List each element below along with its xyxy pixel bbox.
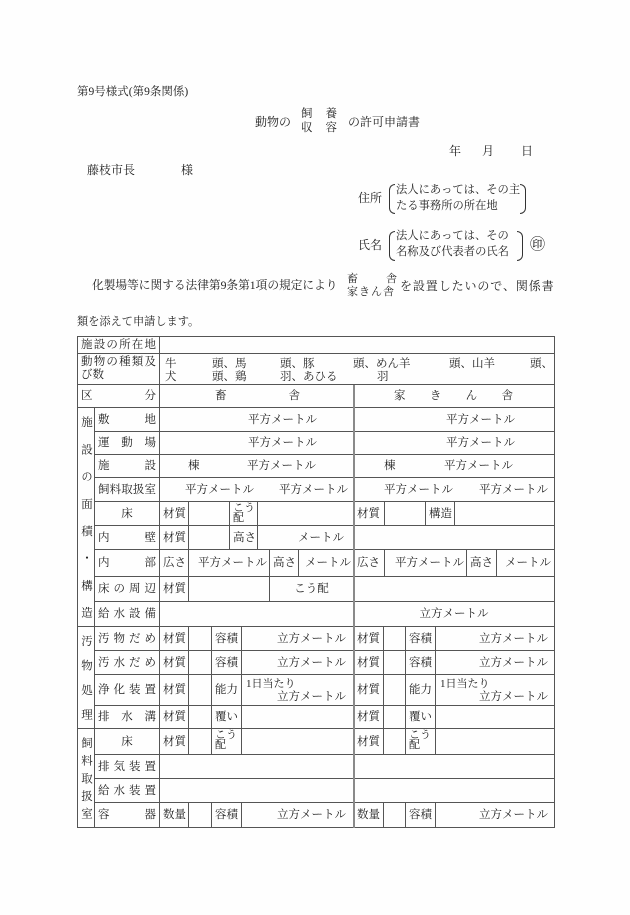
field-label-cell — [212, 729, 242, 755]
title-prefix: 動物の — [255, 115, 292, 129]
value-cell — [497, 550, 555, 577]
poultry-value-cell — [354, 432, 555, 455]
option-char: 畜 — [347, 273, 358, 285]
feed-floor-label: 床 — [121, 735, 133, 748]
option-char: 舎 — [386, 273, 397, 285]
unit-text: 立方メートル — [277, 656, 346, 669]
blank-cell — [160, 602, 354, 627]
volume-label: 容積 — [409, 632, 432, 645]
animal-count-item: 羽、あひる — [280, 371, 338, 383]
livestock-value-cell — [160, 478, 354, 502]
poultry-shed-heading: 家きん舎 — [394, 390, 513, 402]
material-label: 材質 — [163, 632, 186, 645]
row-label-cell — [95, 627, 160, 651]
location-label: 施設の所在地 — [81, 339, 156, 351]
field-label-cell — [406, 729, 436, 755]
form-number: 第9号様式(第9条関係) — [77, 86, 189, 98]
row-label-cell — [95, 550, 160, 577]
row-label-cell — [95, 675, 160, 706]
volume-label: 容積 — [409, 656, 432, 669]
field-label-cell — [354, 675, 384, 706]
row-label-cell — [95, 651, 160, 675]
unit-text: メートル — [305, 557, 351, 569]
unit-text: 平方メートル — [395, 557, 464, 569]
title-option-char: 容 — [325, 122, 337, 134]
field-label-cell — [354, 627, 384, 651]
animal-count-item: 頭、 — [530, 358, 553, 370]
unit-text: 立方メートル — [479, 632, 548, 645]
field-label-cell — [160, 502, 189, 526]
row-label-cell — [95, 432, 160, 455]
name-label: 氏名 — [358, 238, 383, 252]
field-label-cell — [212, 803, 242, 828]
body-text-line2: 類を添えて申請します。 — [77, 316, 200, 328]
field-label-cell — [406, 675, 436, 706]
unit-text: 平方メートル — [446, 437, 515, 449]
material-label: 材質 — [357, 632, 380, 645]
capacity-label: 能力 — [409, 684, 432, 696]
field-label-cell — [212, 651, 242, 675]
address-note-line1: 法人にあっては、その主 — [396, 184, 521, 196]
title-option-char: 収 — [301, 122, 313, 134]
row-label-cell — [95, 779, 160, 803]
blank-cell — [384, 627, 406, 651]
blank-cell — [384, 675, 406, 706]
waste-tank-label: 汚物だめ — [98, 632, 156, 645]
animals-value-cell — [160, 354, 555, 385]
area-structure-group-label: 施設の面積・構造 — [80, 416, 92, 618]
volume-label: 容積 — [215, 632, 238, 645]
blank-cell — [384, 803, 406, 828]
unit-text: 立方メートル — [479, 656, 548, 669]
unit-text: 平方メートル — [248, 413, 317, 426]
value-cell — [299, 550, 354, 577]
row-label-cell — [95, 526, 160, 550]
title-option-char: 養 — [325, 108, 337, 120]
sewage-tank-label: 汚水だめ — [98, 656, 156, 669]
addressee: 藤枝市長 — [87, 163, 136, 177]
date-month: 月 — [482, 144, 495, 158]
value-cell — [242, 651, 354, 675]
waste-group-label: 汚物処理 — [80, 635, 92, 720]
material-label: 材質 — [163, 656, 186, 669]
unit-text: メートル — [298, 531, 344, 544]
row-label-cell — [95, 408, 160, 432]
slope-label: こう配 — [409, 729, 431, 751]
facility-label: 施設 — [98, 460, 156, 472]
blank-cell — [160, 755, 354, 779]
field-label-cell — [426, 502, 455, 526]
bracket-left — [389, 184, 395, 214]
blank-cell — [189, 803, 212, 828]
unit-text: 立方メートル — [479, 691, 548, 703]
blank-cell — [384, 651, 406, 675]
blank-cell — [189, 627, 212, 651]
quantity-label: 数量 — [357, 809, 380, 821]
unit-text: 立方メートル — [277, 691, 346, 703]
purifier-label: 浄化装置 — [98, 684, 156, 696]
category-poultry-cell — [354, 385, 555, 408]
location-value-cell — [160, 337, 555, 354]
option-text: 家きん舎 — [347, 286, 395, 298]
floor-label: 床 — [121, 507, 133, 520]
material-label: 材質 — [163, 711, 186, 723]
value-cell — [242, 675, 354, 706]
unit-text: 平方メートル — [198, 557, 267, 569]
height-label: 高さ — [233, 531, 256, 544]
row-label-cell — [95, 729, 160, 755]
category-label-cell — [78, 385, 160, 408]
unit-text: 平方メートル — [248, 437, 317, 449]
location-label-cell — [78, 337, 160, 354]
row-label-cell — [95, 706, 160, 729]
field-label-cell — [406, 803, 436, 828]
field-label-cell — [467, 550, 497, 577]
title-option-keep — [301, 108, 337, 120]
animal-count-item: 頭、豚 — [280, 358, 315, 370]
field-label-cell — [230, 526, 258, 550]
material-label: 材質 — [357, 735, 380, 748]
cover-label: 覆い — [409, 711, 432, 723]
per-day-text: 1日当たり — [440, 678, 490, 690]
blank-cell — [189, 706, 212, 729]
date-year: 年 — [449, 144, 462, 158]
capacity-label: 能力 — [215, 684, 238, 696]
exhaust-label: 排気装置 — [98, 760, 156, 773]
field-label-cell — [354, 550, 385, 577]
height-label: 高さ — [470, 557, 493, 569]
material-label: 材質 — [357, 507, 380, 520]
title-option-char: 飼 — [301, 108, 313, 120]
livestock-value-cell — [160, 432, 354, 455]
field-label-cell — [160, 729, 189, 755]
poultry-value-cell — [354, 455, 555, 478]
field-label-cell — [160, 675, 189, 706]
unit-text: 立方メートル — [277, 632, 346, 645]
blank-cell — [384, 729, 406, 755]
blank-cell — [455, 502, 555, 526]
water-supply-label: 給水設備 — [98, 608, 156, 620]
blank-cell — [189, 729, 212, 755]
name-note-line1: 法人にあっては、その — [396, 230, 509, 242]
site-label: 敷地 — [98, 413, 156, 426]
structure-label: 構造 — [429, 507, 452, 520]
unit-text: 棟 — [384, 460, 396, 472]
value-cell — [385, 550, 467, 577]
field-label-cell — [160, 577, 189, 602]
bracket-right — [520, 184, 526, 214]
blank-cell — [436, 706, 555, 729]
volume-label: 容積 — [215, 809, 238, 821]
blank-cell — [384, 706, 406, 729]
seal-icon: ㊞ — [530, 237, 546, 253]
feed-group-label: 飼料取扱室 — [80, 737, 92, 819]
area-structure-group-cell — [78, 408, 95, 627]
bracket-right — [517, 231, 523, 261]
poultry-value-cell — [354, 408, 555, 432]
livestock-value-cell — [160, 408, 354, 432]
honorific: 様 — [181, 163, 194, 177]
material-label: 材質 — [163, 507, 186, 520]
row-label-cell — [95, 478, 160, 502]
container-label: 容器 — [98, 809, 156, 821]
livestock-shed-heading: 畜舎 — [215, 390, 300, 402]
material-label: 材質 — [163, 583, 186, 595]
row-label-cell — [95, 502, 160, 526]
field-label-cell — [270, 577, 354, 602]
unit-text: 平方メートル — [384, 484, 453, 496]
field-label-cell — [160, 627, 189, 651]
date-day: 日 — [521, 144, 534, 158]
unit-text: 立方メートル — [277, 809, 346, 821]
exercise-area-label: 運動場 — [98, 437, 156, 449]
blank-cell — [189, 675, 212, 706]
field-label-cell — [354, 803, 384, 828]
field-label-cell — [270, 550, 299, 577]
blank-cell — [385, 502, 426, 526]
blank-cell — [189, 651, 212, 675]
blank-cell — [354, 526, 555, 550]
poultry-value-cell — [354, 478, 555, 502]
field-label-cell — [406, 627, 436, 651]
option-poultry-shed — [347, 286, 397, 298]
category-livestock-cell — [160, 385, 354, 408]
unit-text: 立方メートル — [479, 809, 548, 821]
title-option-accommodate — [301, 122, 337, 134]
animal-count-item: 頭、山羊 — [449, 358, 495, 370]
blank-cell — [160, 779, 354, 803]
animals-label: 動物の種類及び数 — [81, 356, 156, 381]
animal-count-item: 羽 — [377, 371, 389, 383]
blank-cell — [189, 526, 230, 550]
field-label-cell — [230, 502, 258, 526]
animal-count-item: 頭、鶏 — [212, 371, 247, 383]
value-cell — [242, 803, 354, 828]
material-label: 材質 — [163, 684, 186, 696]
width-label: 広さ — [357, 557, 380, 569]
field-label-cell — [212, 627, 242, 651]
field-label-cell — [160, 651, 189, 675]
title-suffix: の許可申請書 — [348, 115, 421, 129]
unit-text: 平方メートル — [247, 460, 316, 472]
unit-text: 平方メートル — [279, 484, 348, 496]
facility-type-options — [347, 273, 397, 298]
field-label-cell — [160, 803, 189, 828]
application-table — [77, 336, 555, 828]
poultry-value-cell — [354, 602, 555, 627]
width-label: 広さ — [163, 557, 186, 569]
address-note-line2: たる事務所の所在地 — [396, 200, 498, 212]
body-text-after: を設置したいので、関係書 — [400, 279, 555, 293]
bracket-left — [389, 231, 395, 261]
blank-cell — [436, 729, 555, 755]
row-label-cell — [95, 803, 160, 828]
feed-room-label: 飼料取扱室 — [98, 483, 156, 496]
unit-text: 立方メートル — [419, 608, 489, 620]
volume-label: 容積 — [215, 656, 238, 669]
material-label: 材質 — [357, 711, 380, 723]
slope-label: こう配 — [294, 583, 329, 595]
slope-label: こう配 — [215, 729, 237, 751]
material-label: 材質 — [163, 735, 186, 748]
value-cell — [436, 627, 555, 651]
body-text-before: 化製場等に関する法律第9条第1項の規定により — [92, 279, 338, 292]
animals-label-cell — [78, 354, 160, 385]
row-label-cell — [95, 577, 160, 602]
row-label-cell — [95, 755, 160, 779]
blank-cell — [354, 779, 555, 803]
material-label: 材質 — [357, 656, 380, 669]
row-label-cell — [95, 455, 160, 478]
field-label-cell — [406, 651, 436, 675]
value-cell — [189, 550, 270, 577]
blank-cell — [242, 729, 354, 755]
blank-cell — [189, 502, 230, 526]
field-label-cell — [212, 706, 242, 729]
inner-wall-label: 内壁 — [98, 531, 156, 544]
animal-count-item: 牛 — [165, 358, 177, 370]
value-cell — [258, 526, 354, 550]
volume-label: 容積 — [409, 809, 432, 821]
category-label: 区分 — [81, 390, 156, 402]
field-label-cell — [160, 550, 189, 577]
field-label-cell — [354, 706, 384, 729]
material-label: 材質 — [357, 684, 380, 696]
height-label: 高さ — [273, 557, 296, 569]
field-label-cell — [354, 502, 385, 526]
cover-label: 覆い — [215, 711, 238, 723]
row-label-cell — [95, 602, 160, 627]
blank-cell — [354, 577, 555, 602]
title-options — [301, 108, 337, 134]
option-livestock-shed — [347, 273, 397, 285]
unit-text: 平方メートル — [444, 460, 513, 472]
value-cell — [436, 803, 555, 828]
value-cell — [242, 627, 354, 651]
drain-label: 排水溝 — [98, 711, 156, 723]
field-label-cell — [160, 706, 189, 729]
unit-text: 棟 — [188, 460, 200, 472]
name-note-line2: 名称及び代表者の氏名 — [396, 246, 509, 258]
slope-label: こう配 — [233, 502, 255, 524]
unit-text: メートル — [505, 557, 551, 569]
unit-text: 平方メートル — [185, 484, 254, 496]
animal-count-item: 頭、めん羊 — [353, 358, 411, 370]
feed-group-cell — [78, 729, 95, 828]
unit-text: 平方メートル — [446, 413, 515, 426]
field-label-cell — [406, 706, 436, 729]
value-cell — [436, 675, 555, 706]
blank-cell — [354, 755, 555, 779]
field-label-cell — [354, 729, 384, 755]
section-divider — [353, 385, 355, 828]
floor-surround-label: 床の周辺 — [98, 583, 156, 595]
field-label-cell — [160, 526, 189, 550]
blank-cell — [258, 502, 354, 526]
livestock-value-cell — [160, 455, 354, 478]
animal-count-item: 頭、馬 — [212, 358, 247, 370]
material-label: 材質 — [163, 531, 186, 544]
waste-group-cell — [78, 627, 95, 729]
field-label-cell — [354, 651, 384, 675]
animal-count-item: 犬 — [165, 371, 177, 383]
blank-cell — [189, 577, 270, 602]
unit-text: 平方メートル — [479, 484, 548, 496]
water-device-label: 給水装置 — [98, 784, 156, 797]
quantity-label: 数量 — [163, 809, 186, 821]
field-label-cell — [212, 675, 242, 706]
interior-label: 内部 — [98, 557, 156, 569]
blank-cell — [242, 706, 354, 729]
per-day-text: 1日当たり — [246, 678, 296, 690]
value-cell — [436, 651, 555, 675]
address-label: 住所 — [358, 191, 383, 205]
